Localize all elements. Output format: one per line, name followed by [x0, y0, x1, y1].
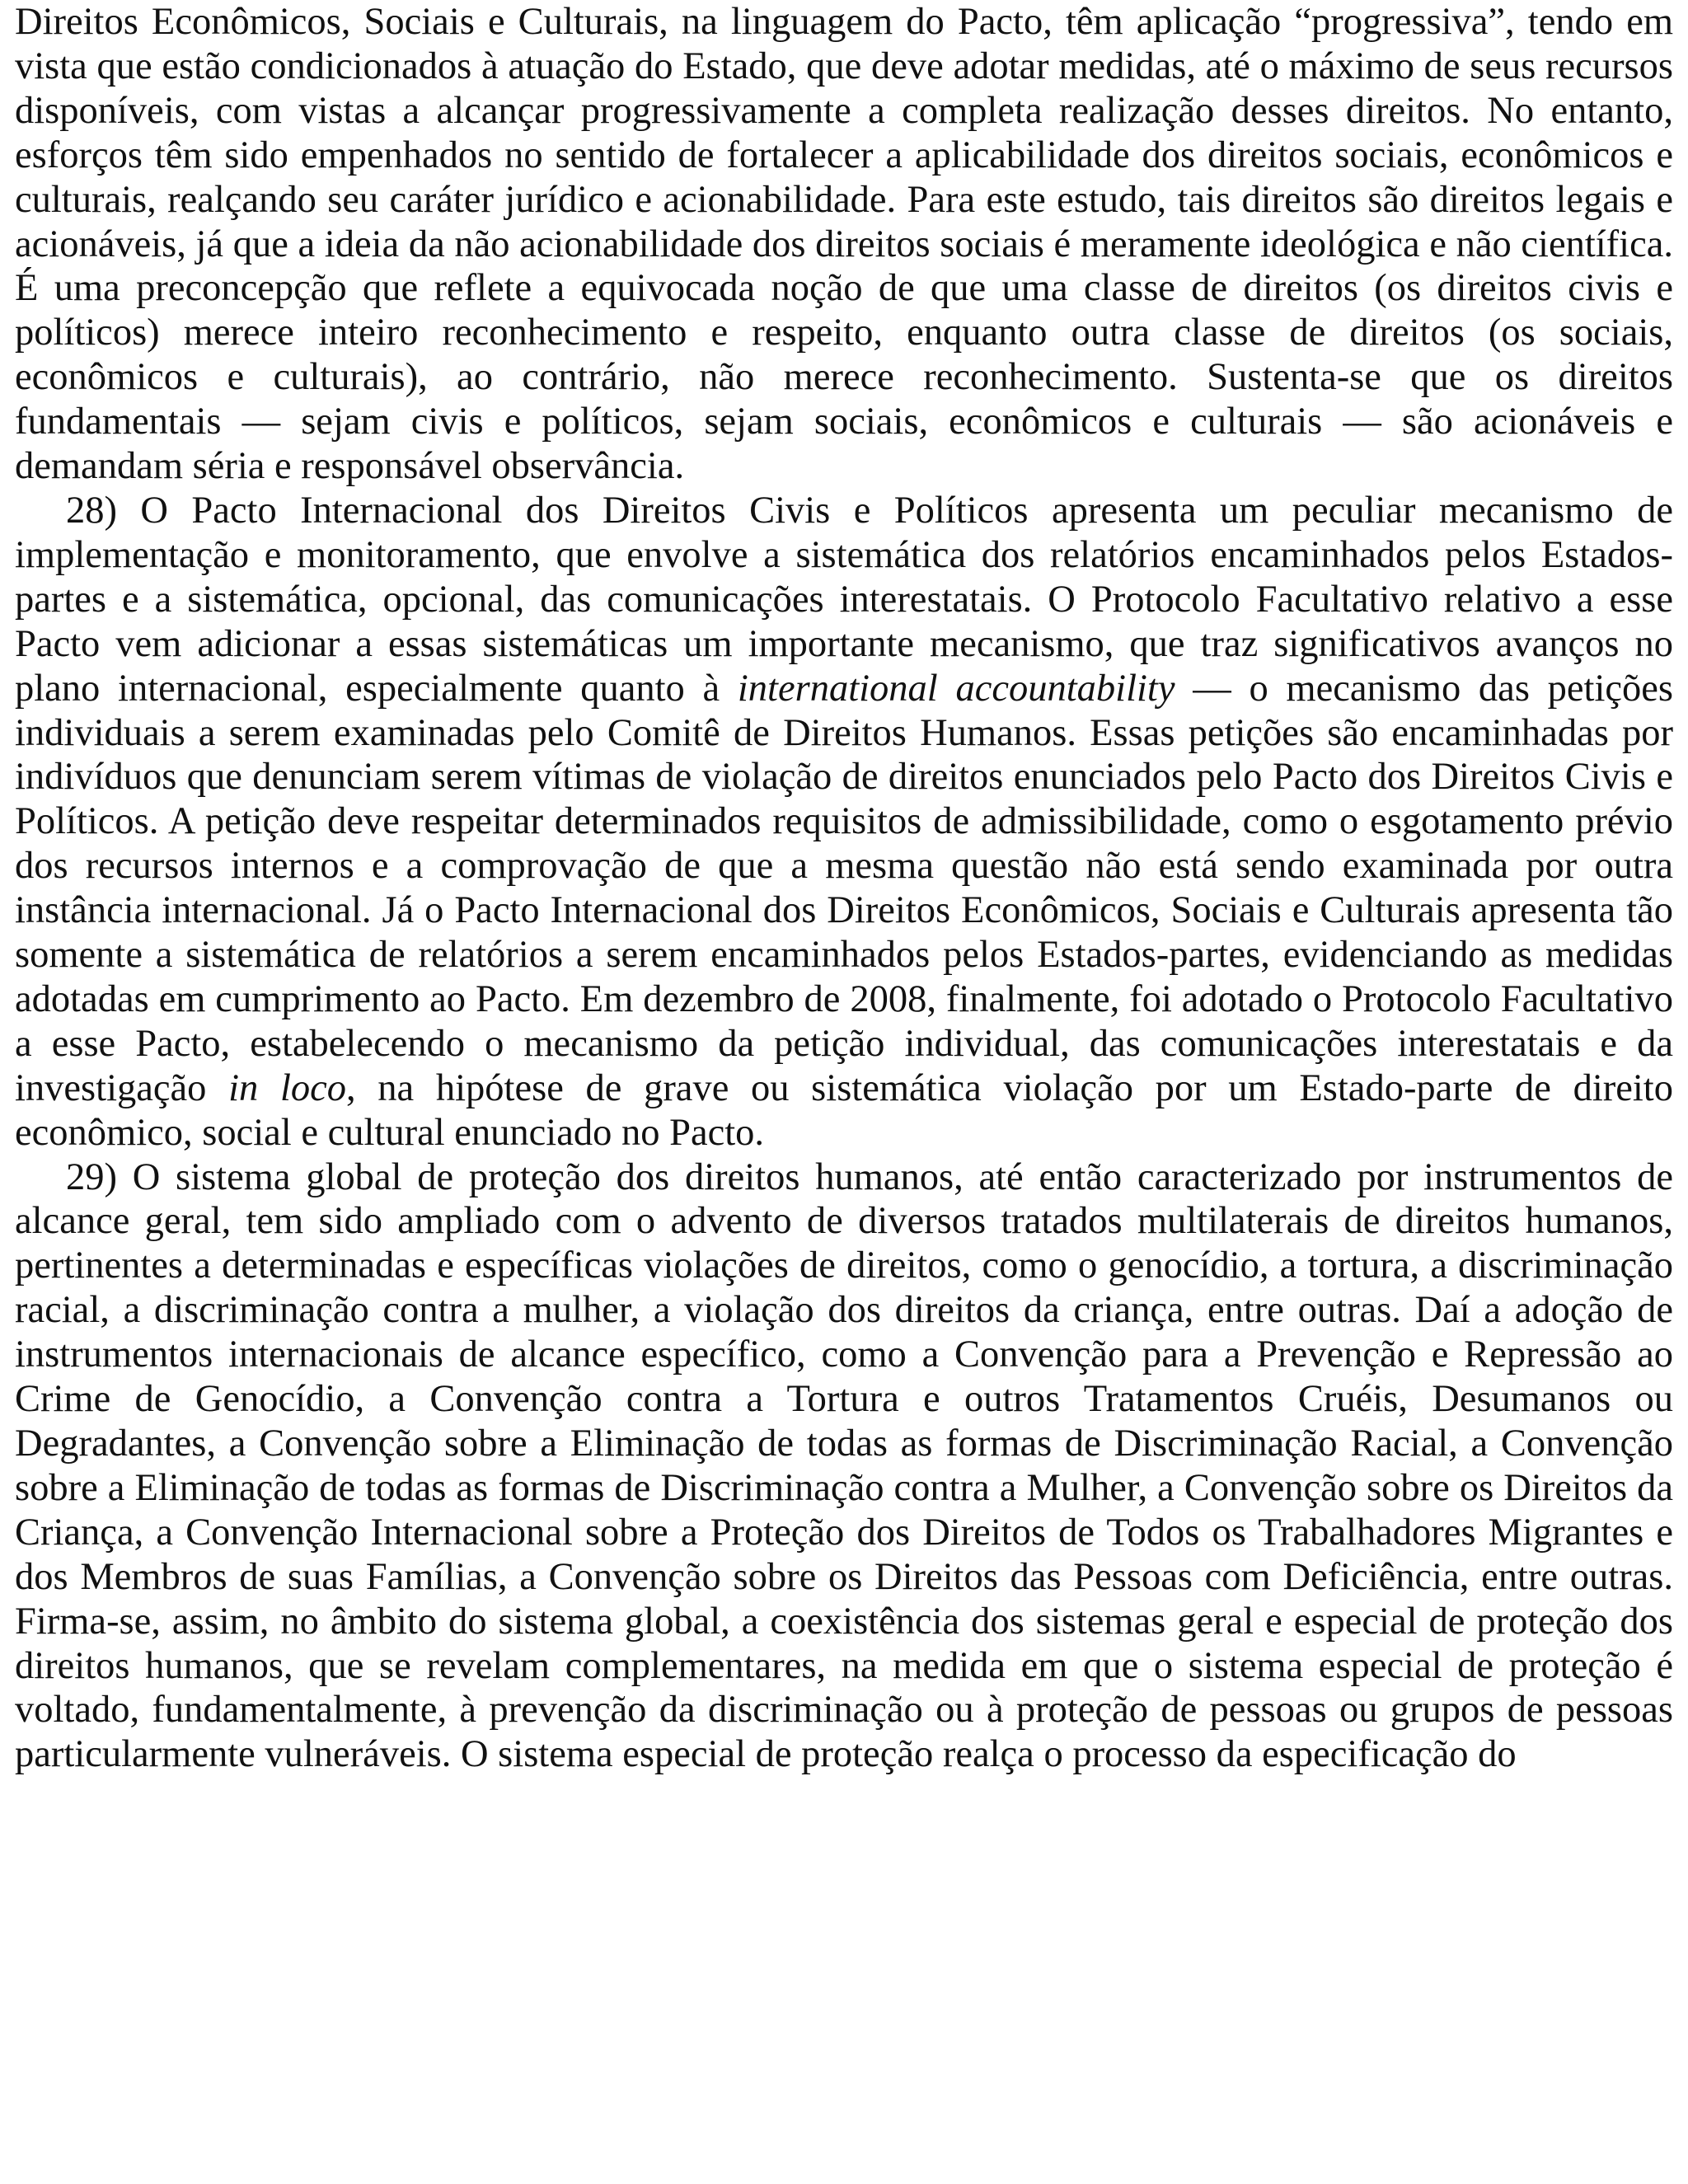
paragraph-item-28: [15, 489, 1673, 1155]
text-segment: Direitos Econômicos, Sociais e Culturais, na linguagem do Pacto, têm aplicação “progressiva”, tendo em vista que estão condicionados à atuação do Estado, que deve adotar medidas, até o máximo de seus recursos disponíveis, com vistas a alcançar progressivamente a completa realização desses direitos. No entanto, esforços têm sido empenhados no sentido de fortalecer a aplicabilidade dos direitos sociais, econômicos e culturais, realçando seu caráter jurídico e acionabilidade. Para este estudo, tais direitos são direitos legais e acionáveis, já que a ideia da não acionabilidade dos direitos sociais é meramente ideológica e não científica. É uma preconcepção que reflete a equivocada noção de que uma classe de direitos (os direitos civis e políticos) merece inteiro reconhecimento e respeito, enquanto outra classe de direitos (os sociais, econômicos e culturais), ao contrário, não merece reconhecimento. Sustenta-se que os direitos fundamentais — sejam civis e políticos, sejam sociais, econômicos e culturais — são acionáveis e demandam séria e responsável observância.: [15, 1, 1673, 488]
text-segment: 28) O Pacto Internacional dos Direitos Civis e Políticos apresenta um peculiar mecanismo de implementação e monitoramento, que envolve a sistemática dos relatórios encaminhados pelos Estados-partes e a sistemática, opcional, das comunicações interestatais. O Protocolo Facultativo relativo a esse Pacto vem adicionar a essas sistemáticas um importante mecanismo, que traz significativos avanços no plano internacional, especialmente quanto à: [15, 489, 1673, 710]
document-page: [15, 0, 1673, 2184]
text-segment: 29) O sistema global de proteção dos direitos humanos, até então caracterizado por instrumentos de alcance geral, tem sido ampliado com o advento de diversos tratados multilaterais de direitos humanos, pertinentes a determinadas e específicas violações de direitos, como o genocídio, a tortura, a discriminação racial, a discriminação contra a mulher, a violação dos direitos da criança, entre outras. Daí a adoção de instrumentos internacionais de alcance específico, como a Convenção para a Prevenção e Repressão ao Crime de Genocídio, a Convenção contra a Tortura e outros Tratamentos Cruéis, Desumanos ou Degradantes, a Convenção sobre a Eliminação de todas as formas de Discriminação Racial, a Convenção sobre a Eliminação de todas as formas de Discriminação contra a Mulher, a Convenção sobre os Direitos da Criança, a Convenção Internacional sobre a Proteção dos Direitos de Todos os Trabalhadores Migrantes e dos Membros de suas Famílias, a Convenção sobre os Direitos das Pessoas com Deficiência, entre outras. Firma-se, assim, no âmbito do sistema global, a coexistência dos sistemas geral e especial de proteção dos direitos humanos, que se revelam complementares, na medida em que o sistema especial de proteção é voltado, fundamentalmente, à prevenção da discriminação ou à proteção de pessoas ou grupos de pessoas particularmente vulneráveis. O sistema especial de proteção realça o processo da especificação do: [15, 1155, 1673, 1776]
italic-term-in-loco: in loco: [228, 1066, 346, 1109]
text-segment: , na hipótese de grave ou sistemática violação por um Estado-parte de direito econômico, social e cultural enunciado no Pacto.: [15, 1066, 1673, 1154]
italic-term-international-accountability: international accountability: [737, 667, 1175, 710]
paragraph-continuation: [15, 0, 1673, 489]
paragraph-item-29: [15, 1155, 1673, 1778]
text-segment: — o mecanismo das petições individuais a serem examinadas pelo Comitê de Direitos Humanos. Essas petições são encaminhadas por indivíduos que denunciam serem vítimas de violação de direitos enunciados pelo Pacto dos Direitos Civis e Políticos. A petição deve respeitar determinados requisitos de admissibilidade, como o esgotamento prévio dos recursos internos e a comprovação de que a mesma questão não está sendo examinada por outra instância internacional. Já o Pacto Internacional dos Direitos Econômicos, Sociais e Culturais apresenta tão somente a sistemática de relatórios a serem encaminhados pelos Estados-partes, evidenciando as medidas adotadas em cumprimento ao Pacto. Em dezembro de 2008, finalmente, foi adotado o Protocolo Facultativo a esse Pacto, estabelecendo o mecanismo da petição individual, das comunicações interestatais e da investigação: [15, 667, 1673, 1109]
